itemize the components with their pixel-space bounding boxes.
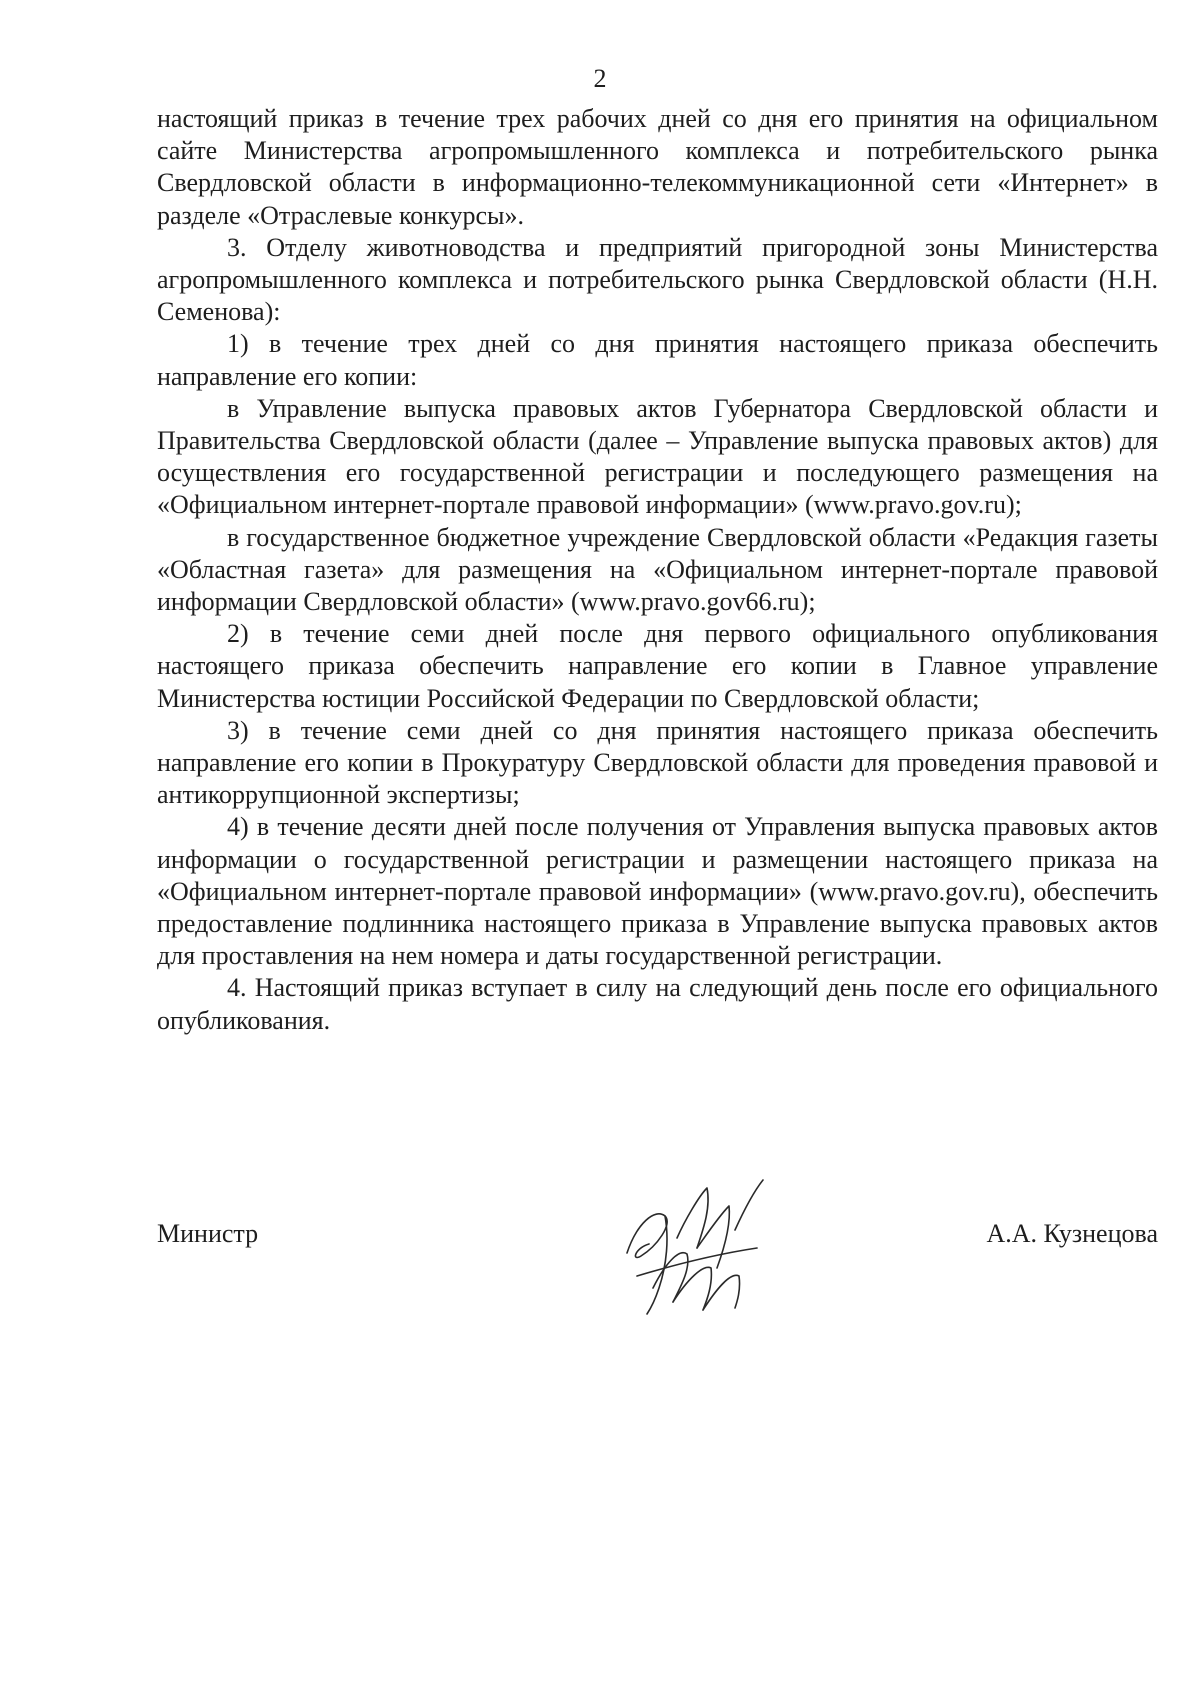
- document-body: [157, 103, 1158, 1037]
- paragraph-subitem-2: 2) в течение семи дней после дня первого официального опубликования настоящего приказа обеспечить направление его копии в Главное управление Министерства юстиции Российской Федерации по Свердловской области;: [157, 619, 1158, 713]
- paragraph-subitem-3: 3) в течение семи дней со дня принятия настоящего приказа обеспечить направление его копии в Прокуратуру Свердловской области для проведения правовой и антикоррупционной экспертизы;: [157, 715, 1158, 810]
- signature-block: [157, 1168, 1158, 1318]
- paragraph-subitem-1-recipient-b: в государственное бюджетное учреждение Свердловской области «Редакция газеты «Областная газета» для размещения на «Официальном интернет-портале правовой информации Свердловской области» (www.pravo.gov66.ru);: [157, 522, 1158, 617]
- handwritten-signature: [607, 1168, 777, 1318]
- paragraph-subitem-1: 1) в течение трех дней со дня принятия настоящего приказа обеспечить направление его копии:: [157, 329, 1158, 391]
- paragraph-item-3: 3. Отделу животноводства и предприятий пригородной зоны Министерства агропромышленного комплекса и потребительского рынка Свердловской области (Н.Н. Семенова):: [157, 232, 1158, 327]
- signatory-name: А.А. Кузнецова: [986, 1219, 1158, 1248]
- page-number: 2: [593, 64, 607, 93]
- paragraph-subitem-4: 4) в течение десяти дней после получения от Управления выпуска правовых актов информации о государственной регистрации и размещении настоящего приказа на «Официальном интернет-портале правовой информации» (www.pravo.gov.ru), обеспечить предоставление подлинника настоящего приказа в Управление выпуска правовых актов для проставления на нем номера и даты государственной регистрации.: [157, 812, 1158, 971]
- signatory-position: Министр: [157, 1219, 259, 1248]
- paragraph-item-4: 4. Настоящий приказ вступает в силу на следующий день после его официального опубликования.: [157, 973, 1158, 1035]
- paragraph-subitem-1-recipient-a: в Управление выпуска правовых актов Губернатора Свердловской области и Правительства Свердловской области (далее – Управление выпуска правовых актов) для осуществления его государственной регистрации и последующего размещения на «Официальном интернет-портале правовой информации» (www.pravo.gov.ru);: [157, 393, 1158, 520]
- paragraph-continuation: настоящий приказ в течение трех рабочих дней со дня его принятия на официальном сайте Министерства агропромышленного комплекса и потребительского рынка Свердловской области в информационно-телекоммуникационной сети «Интернет» в разделе «Отраслевые конкурсы».: [157, 104, 1158, 230]
